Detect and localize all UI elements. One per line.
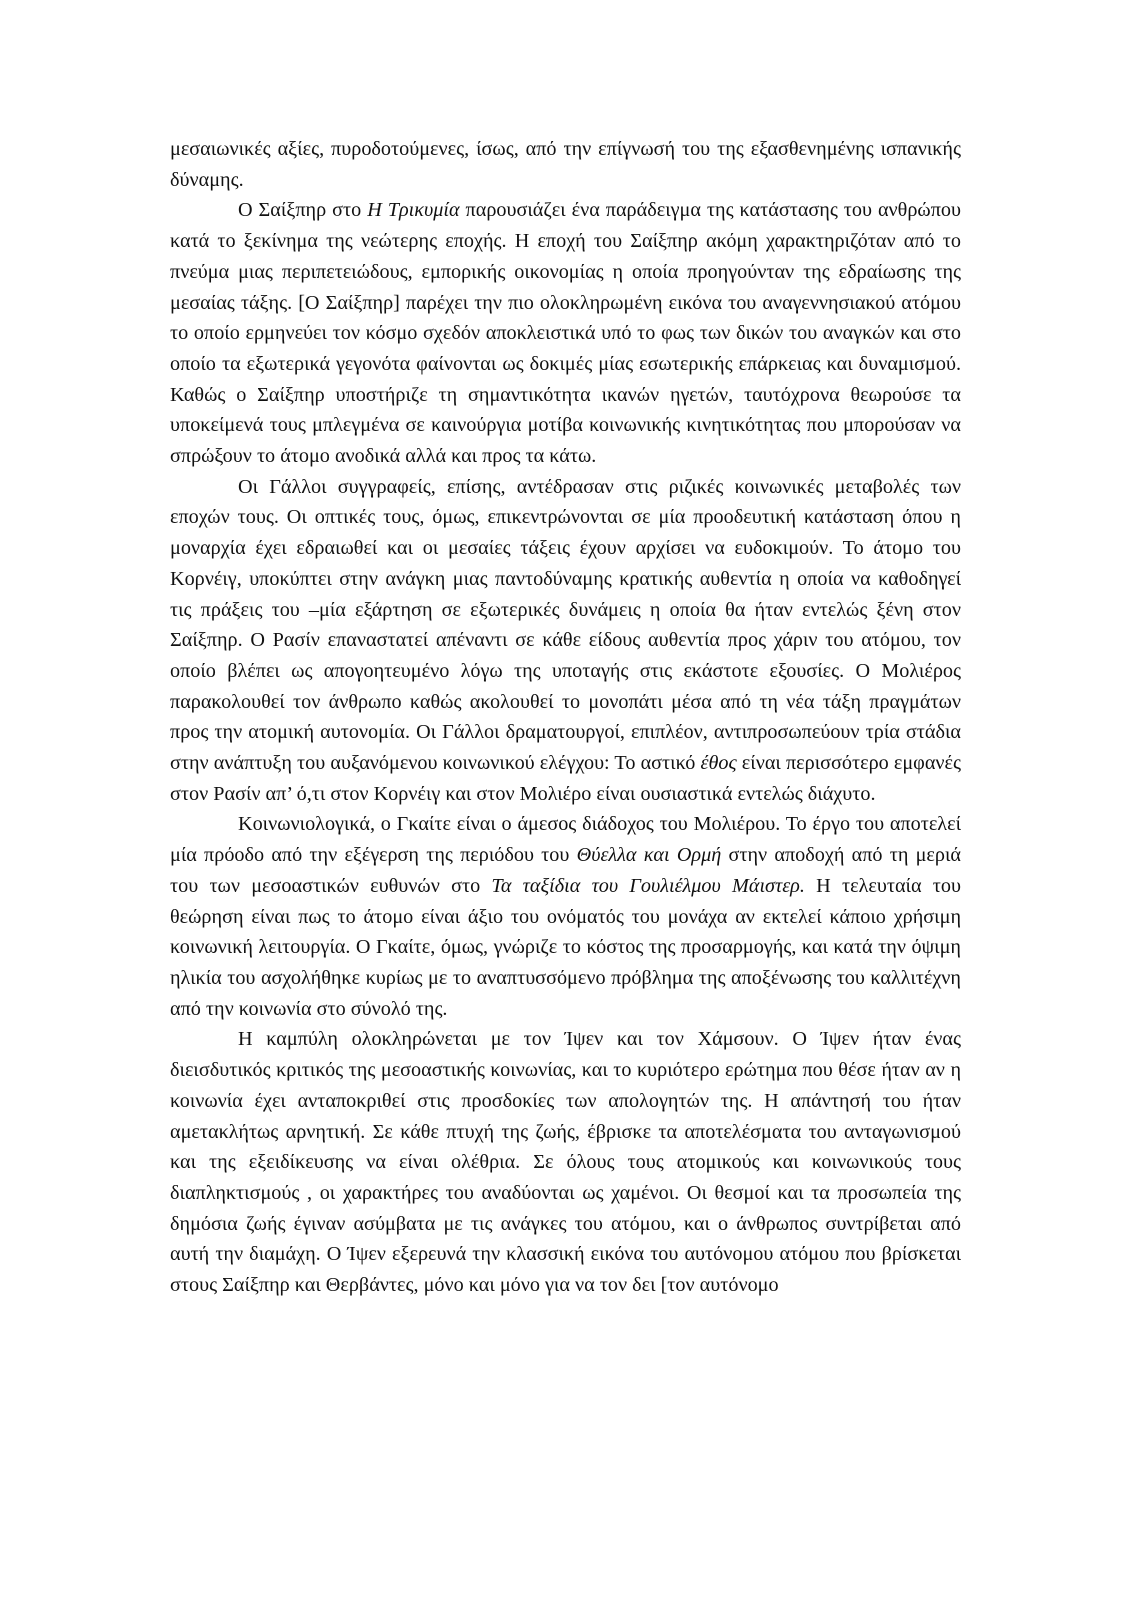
text-segment: στην αποδοχή από τη μεριά του των μεσοαστικών ευθυνών στο bbox=[170, 844, 961, 897]
text-segment: είναι περισσότερο εμφανές στον Ρασίν απ’ ό,τι στον Κορνέιγ και στον Μολιέρο είναι ουσιαστικά εντελώς διάχυτο. bbox=[170, 752, 962, 805]
paragraph-2 bbox=[170, 195, 961, 471]
paragraph-4 bbox=[170, 809, 961, 1024]
work-title: Θύελλα και Ορμή bbox=[576, 844, 722, 867]
work-title: Τα ταξίδια του Γουλιέλμου Μάιστερ. bbox=[491, 874, 805, 897]
work-title: Η Τρικυμία bbox=[367, 199, 460, 222]
text-segment: Η τελευταία του θεώρηση είναι πως το άτομο είναι άξιο του ονόματός του μονάχα αν εκτελεί κάποιο χρήσιμη κοινωνική λειτουργία. Ο Γκαίτε, όμως, γνώριζε το κόστος της προσαρμογής, και κατά την όψιμη ηλικία του ασχολήθηκε κυρίως με το αναπτυσσόμενο πρόβλημα της αποξένωσης του καλλιτέχνη από την κοινωνία στο σύνολό της. bbox=[170, 874, 961, 1020]
paragraph-1 bbox=[170, 134, 961, 195]
italic-term: έθος bbox=[700, 752, 737, 775]
document-page bbox=[170, 134, 961, 1301]
text-segment: Η καμπύλη ολοκληρώνεται με τον Ίψεν και τον Χάμσουν. Ο Ίψεν ήταν ένας διεισδυτικός κριτικός της μεσοαστικής κοινωνίας, και το κυριότερο ερώτημα που θέσε ήταν αν η κοινωνία έχει ανταποκριθεί στις προσδοκίες των απολογητών της. Η απάντησή του ήταν αμετακλήτως αρνητική. Σε κάθε πτυχή της ζωής, έβρισκε τα αποτελέσματα του ανταγωνισμού και της εξειδίκευσης να είναι ολέθρια. Σε όλους τους ατομικούς και κοινωνικούς τους διαπληκτισμούς , οι χαρακτήρες του αναδύονται ως χαμένοι. Οι θεσμοί και τα προσωπεία της δημόσια ζωής έγιναν ασύμβατα με τις ανάγκες του ατόμου, και ο άνθρωπος συντρίβεται από αυτή την διαμάχη. Ο Ίψεν εξερευνά την κλασσική εικόνα του αυτόνομου ατόμου που βρίσκεται στους Σαίξπηρ και Θερβάντες, μόνο και μόνο για να τον δει [τον αυτόνομο bbox=[170, 1028, 961, 1297]
text-segment: Κοινωνιολογικά, ο Γκαίτε είναι ο άμεσος διάδοχος του Μολιέρου. Το έργο του αποτελεί μία πρόοδο από την εξέγερση της περιόδου του bbox=[170, 813, 961, 867]
paragraph-3 bbox=[170, 472, 961, 810]
text-segment: Ο Σαίξπηρ στο bbox=[238, 199, 368, 222]
text-segment: παρουσιάζει ένα παράδειγμα της κατάστασης του ανθρώπου κατά το ξεκίνημα της νεώτερης εποχής. Η εποχή του Σαίξπηρ ακόμη χαρακτηριζόταν από το πνεύμα μιας περιπετειώδους, εμπορικής οικονομίας η οποία προηγούνταν της εδραίωσης της μεσαίας τάξης. [Ο Σαίξπηρ] παρέχει την πιο ολοκληρωμένη εικόνα του αναγεννησιακού ατόμου το οποίο ερμηνεύει τον κόσμο σχεδόν αποκλειστικά υπό το φως των δικών του αναγκών και στο οποίο τα εξωτερικά γεγονότα φαίνονται ως δοκιμές μίας εσωτερικής επάρκειας και δυναμισμού. Καθώς ο Σαίξπηρ υποστήριζε τη σημαντικότητα ικανών ηγετών, ταυτόχρονα θεωρούσε τα υποκείμενά τους μπλεγμένα σε καινούργια μοτίβα κοινωνικής κινητικότητας που μπορούσαν να σπρώξουν το άτομο ανοδικά αλλά και προς τα κάτω. bbox=[170, 199, 961, 468]
text-segment: Οι Γάλλοι συγγραφείς, επίσης, αντέδρασαν στις ριζικές κοινωνικές μεταβολές των εποχών τους. Οι οπτικές τους, όμως, επικεντρώνονται σε μία προοδευτική κατάσταση όπου η μοναρχία έχει εδραιωθεί και οι μεσαίες τάξεις έχουν αρχίσει να ευδοκιμούν. Το άτομο του Κορνέιγ, υποκύπτει στην ανάγκη μιας παντοδύναμης κρατικής αυθεντία η οποία να καθοδηγεί τις πράξεις του –μία εξάρτηση σε εξωτερικές δυνάμεις η οποία θα ήταν εντελώς ξένη στον Σαίξπηρ. Ο Ρασίν επαναστατεί απέναντι σε κάθε είδους αυθεντία προς χάριν του ατόμου, τον οποίο βλέπει ως απογοητευμένο λόγω της υποταγής στις εκάστοτε εξουσίες. Ο Μολιέρος παρακολουθεί τον άνθρωπο καθώς ακολουθεί το μονοπάτι μέσα από τη νέα τάξη πραγμάτων προς την ατομική αυτονομία. Οι Γάλλοι δραματουργοί, επιπλέον, αντιπροσωπεύουν τρία στάδια στην ανάπτυξη του αυξανόμενου κοινωνικού ελέγχου: Το αστικό bbox=[170, 475, 961, 775]
paragraph-5 bbox=[170, 1024, 961, 1300]
text-segment: μεσαιωνικές αξίες, πυροδοτούμενες, ίσως, από την επίγνωσή του της εξασθενημένης ισπανικής δύναμης. bbox=[170, 138, 961, 191]
